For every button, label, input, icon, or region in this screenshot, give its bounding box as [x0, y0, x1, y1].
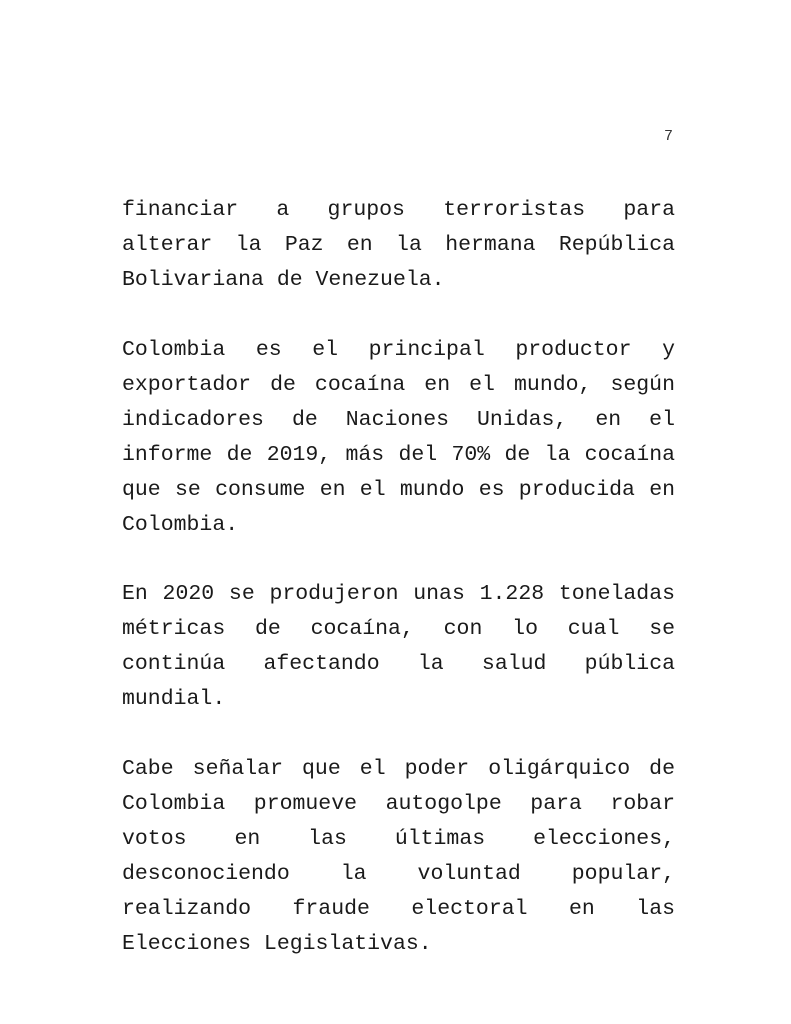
paragraph-line: En 2020 se produjeron unas 1.228 toneladas: [122, 582, 675, 606]
paragraph-line: realizando fraude electoral en las: [122, 897, 675, 921]
paragraph-line: Elecciones Legislativas.: [122, 932, 432, 956]
paragraph-4: [122, 752, 675, 962]
paragraph-line: financiar a grupos terroristas para: [122, 198, 675, 222]
paragraph-line: informe de 2019, más del 70% de la cocaína: [122, 443, 675, 467]
paragraph-2: [122, 333, 675, 543]
paragraph-line: desconociendo la voluntad popular,: [122, 862, 675, 886]
paragraph-line: mundial.: [122, 687, 226, 711]
paragraph-3: [122, 577, 675, 717]
paragraph-line: métricas de cocaína, con lo cual se: [122, 617, 675, 641]
paragraph-line: Colombia es el principal productor y: [122, 338, 675, 362]
paragraph-line: Colombia.: [122, 513, 239, 537]
paragraph-line: Colombia promueve autogolpe para robar: [122, 792, 675, 816]
paragraph-line: alterar la Paz en la hermana República: [122, 233, 675, 257]
paragraph-line: Cabe señalar que el poder oligárquico de: [122, 757, 675, 781]
paragraph-line: exportador de cocaína en el mundo, según: [122, 373, 675, 397]
paragraph-line: que se consume en el mundo es producida en: [122, 478, 675, 502]
paragraph-line: indicadores de Naciones Unidas, en el: [122, 408, 675, 432]
paragraph-1: [122, 193, 675, 298]
paragraph-line: continúa afectando la salud pública: [122, 652, 675, 676]
paragraph-line: votos en las últimas elecciones,: [122, 827, 675, 851]
page-number: 7: [664, 128, 674, 145]
paragraph-line: Bolivariana de Venezuela.: [122, 268, 445, 292]
